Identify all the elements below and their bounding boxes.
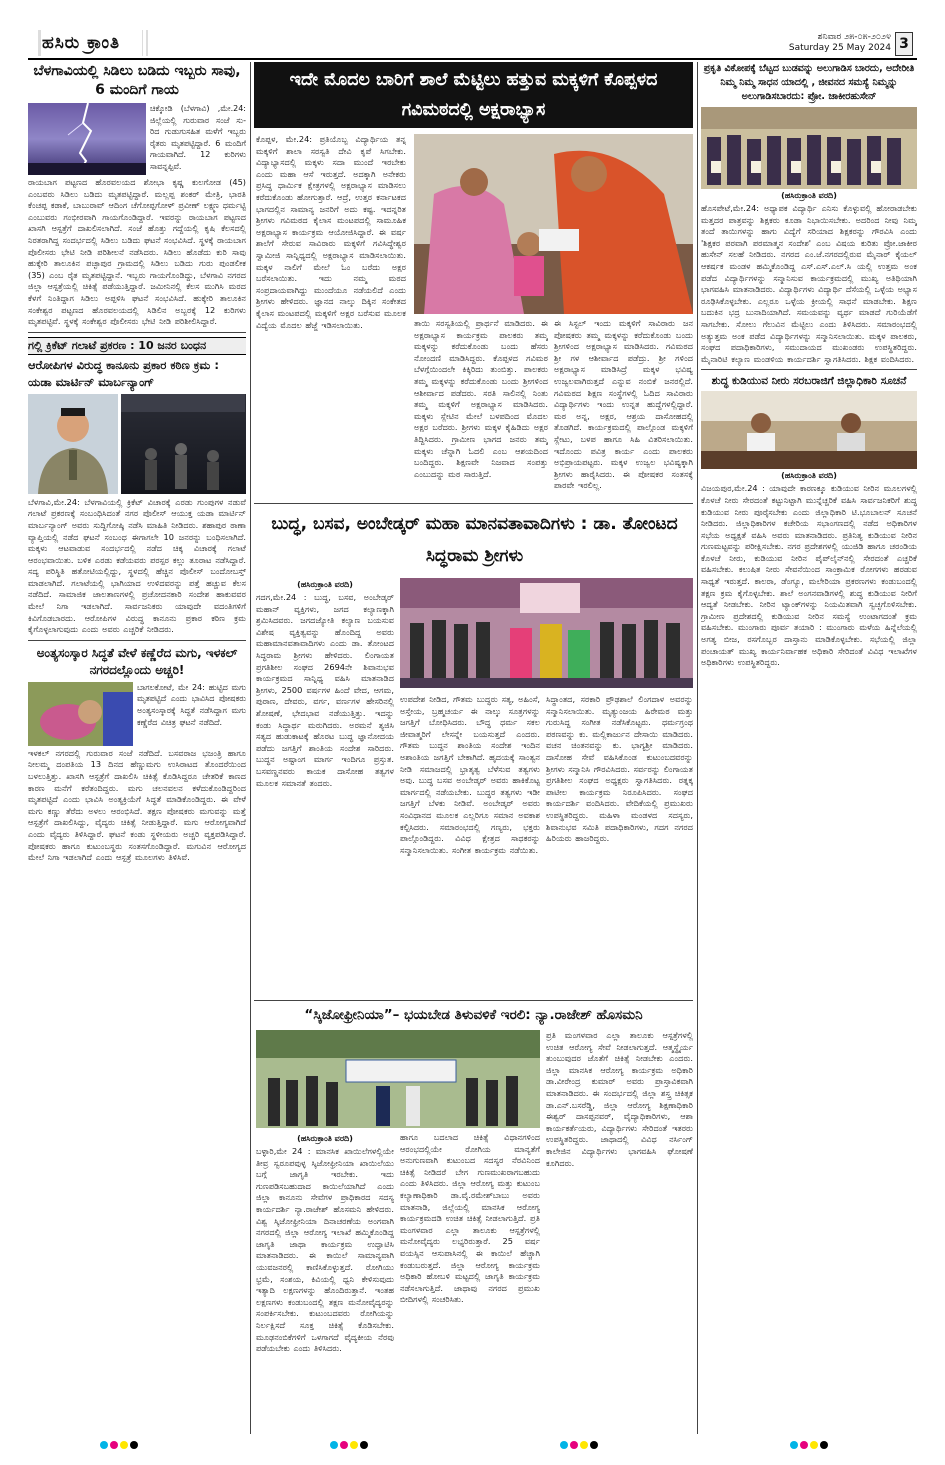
reg-yellow-dot <box>120 1441 128 1449</box>
schizophrenia-column-1 <box>256 1132 394 1434</box>
schizophrenia-body-2: ಹಾಗೂ ಬದಲಾದ ಚಿಕಿತ್ಸೆ ವಿಧಾನಗಳಿಂದ ಆರಂಭದಲ್ಲಿಯೇ ರೋಗಿಯ ಮಾನ್ಯತೆಗೆ ಅನುಗುಣವಾಗಿ ಕುಟುಂಬದ ಸದಸ್ಯರ ನೆರವಿನಿಂದ ಚಿಕಿತ್ಸೆ ನೀಡಿದರೆ ಬೇಗ ಗುಣಮುಖರಾಗಬಹುದು ಎಂದು ತಿಳಿಸಿದರು. ಜಿಲ್ಲಾ ಆರೋಗ್ಯ ಮತ್ತು ಕುಟುಂಬ ಕಲ್ಯಾಣಾಧಿಕಾರಿ ಡಾ.ವೈ.ರಮೇಶ್‍ಬಾಬು ಅವರು ಮಾತನಾಡಿ, ಜಿಲ್ಲೆಯಲ್ಲಿ ಮಾನಸಿಕ ಆರೋಗ್ಯ ಕಾರ್ಯಕ್ರಮದಡಿ ಉಚಿತ ಚಿಕಿತ್ಸೆ ನೀಡಲಾಗುತ್ತಿದೆ. ಪ್ರತಿ ಮಂಗಳವಾರ ಎಲ್ಲಾ ತಾಲೂಕು ಆಸ್ಪತ್ರೆಗಳಲ್ಲಿ ಮನೋವೈದ್ಯರು ಲಭ್ಯರಿರುತ್ತಾರೆ. 25 ವರ್ಷ ವಯಸ್ಸಿನ ಆಸುಪಾಸಿನಲ್ಲಿ ಈ ಕಾಯಿಲೆ ಹೆಚ್ಚಾಗಿ ಕಂಡುಬರುತ್ತದೆ. ಜಿಲ್ಲಾ ಆರೋಗ್ಯ ಕಾರ್ಯಕ್ರಮ ಅಧಿಕಾರಿ ಹೋಬಳಿ ಮಟ್ಟದಲ್ಲಿ ಜಾಗೃತಿ ಕಾರ್ಯಕ್ರಮ ನಡೆಸಲಾಗುತ್ತಿದೆ. ಜಾಥಾವು ನಗರದ ಪ್ರಮುಖ ಬೀದಿಗಳಲ್ಲಿ ಸಂಚರಿಸಿತು. <box>400 1132 540 1305</box>
students-credit: (ಹಸಿರುಕ್ರಾಂತಿ ವರದಿ) <box>781 191 837 200</box>
registration-mark <box>330 1441 370 1451</box>
story-water-body: ವಿಜಯಪುರ,ಮೇ.24 : ಯಾವುದೇ ಕಾರಣಕ್ಕೂ ಕುಡಿಯುವ ನೀರಿನ ಮೂಲಗಳಲ್ಲಿ ಕೊಳಚೆ ನೀರು ಸೇರದಂತೆ ಕಟ್ಟುನಿಟ್ಟಾಗಿ ಮುನ್ನೆಚ್ಚರಿಕೆ ವಹಿಸಿ ಸಾರ್ವಜನಿಕರಿಗೆ ಶುದ್ಧ ಕುಡಿಯುವ ನೀರು ಪೂರೈಸಬೇಕು ಎಂದು ಜಿಲ್ಲಾಧಿಕಾರಿ ಟಿ.ಭೂಬಾಲನ್ ಸೂಚನೆ ನೀಡಿದರು. ಜಿಲ್ಲಾಧಿಕಾರಿಗಳ ಕಚೇರಿಯ ಸಭಾಂಗಣದಲ್ಲಿ ನಡೆದ ಅಧಿಕಾರಿಗಳ ಸಭೆಯ ಅಧ್ಯಕ್ಷತೆ ವಹಿಸಿ ಅವರು ಮಾತನಾಡಿದರು. ಪ್ರತಿನಿತ್ಯ ಕುಡಿಯುವ ನೀರಿನ ಗುಣಮಟ್ಟವನ್ನು ಪರೀಕ್ಷಿಸಬೇಕು. ನಗರ ಪ್ರದೇಶಗಳಲ್ಲಿ ಯುಜಿಡಿ ಹಾಗೂ ಚರಂಡಿಯ ಕೊಳಚೆ ನೀರು, ಕುಡಿಯುವ ನೀರಿನ ಪೈಪ್‍ಲೈನ್‍ನಲ್ಲಿ ಸೇರದಂತೆ ಎಚ್ಚರಿಕೆ ವಹಿಸಬೇಕು. ಕಲುಷಿತ ನೀರು ಸೇವನೆಯಿಂದ ಸಾಂಕ್ರಾಮಿಕ ರೋಗಗಳು ಹರಡುವ ಸಾಧ್ಯತೆ ಇರುತ್ತದೆ. ಕಾಲರಾ, ಡೆಂಗ್ಯೂ, ಮಲೇರಿಯಾ ಪ್ರಕರಣಗಳು ಕಂಡುಬಂದಲ್ಲಿ ತಕ್ಷಣ ಕ್ರಮ ಕೈಗೊಳ್ಳಬೇಕು. ಶಾಲೆ ಅಂಗನವಾಡಿಗಳಲ್ಲಿ ಶುದ್ಧ ಕುಡಿಯುವ ನೀರಿಗೆ ಆದ್ಯತೆ ನೀಡಬೇಕು. ನೀರಿನ ಟ್ಯಾಂಕ್‍ಗಳನ್ನು ನಿಯಮಿತವಾಗಿ ಸ್ವಚ್ಛಗೊಳಿಸಬೇಕು. ಗ್ರಾಮೀಣ ಪ್ರದೇಶದಲ್ಲಿ ಕುಡಿಯುವ ನೀರಿನ ಸಮಸ್ಯೆ ಉಂಟಾಗದಂತೆ ಕ್ರಮ ವಹಿಸಬೇಕು. ಮುಂಗಾರು ಪೂರ್ವ ತಯಾರಿ : ಮುಂಗಾರು ಮಳೆಯ ಹಿನ್ನೆಲೆಯಲ್ಲಿ ಅಗತ್ಯ ಬೀಜ, ರಸಗೊಬ್ಬರ ದಾಸ್ತಾನು ಮಾಡಿಕೊಳ್ಳಬೇಕು. ಸಭೆಯಲ್ಲಿ ಜಿಲ್ಲಾ ಪಂಚಾಯತ್ ಮುಖ್ಯ ಕಾರ್ಯನಿರ್ವಾಹಕ ಅಧಿಕಾರಿ ಸೇರಿದಂತೆ ವಿವಿಧ ಇಲಾಖೆಗಳ ಅಧಿಕಾರಿಗಳು ಉಪಸ್ಥಿತರಿದ್ದರು. <box>701 483 917 668</box>
lightning-bolt-icon <box>28 103 146 175</box>
reg-yellow-dot <box>580 1441 588 1449</box>
schizophrenia-rally-photo <box>256 1030 540 1128</box>
story-baby-headline: ಅಂತ್ಯಸಂಸ್ಕಾರ ಸಿದ್ಧತೆ ವೇಳೆ ಕಣ್ಣೆರೆದ ಮಗು, ಇಳಕಲ್ ನಗರದಲ್ಲೊಂದು ಅಚ್ಚರಿ! <box>36 645 238 677</box>
baby-photo <box>28 682 133 746</box>
reg-magenta-dot <box>340 1441 348 1449</box>
reg-cyan-dot <box>790 1441 798 1449</box>
right-column <box>701 62 917 1434</box>
reg-magenta-dot <box>110 1441 118 1449</box>
buddha-body-2: ಉಪದೇಶ ನೀಡಿದ, ಗೌತಮ ಬುದ್ಧರು ಸತ್ಯ, ಅಹಿಂಸೆ, ಅಸ್ತೇಯ, ಬ್ರಹ್ಮಚರ್ಯ ಈ ನಾಲ್ಕು ಸೂತ್ರಗಳನ್ನು ಜಗತ್ತಿಗೆ ಬೋಧಿಸಿದರು. ಬೌದ್ಧ ಧರ್ಮ ಸಕಲ ಜೀವಾತ್ಮರಿಗೆ ಲೇಸನ್ನೇ ಬಯಸುತ್ತದೆ ಎಂದರು. ಗೌತಮ ಬುದ್ಧನ ಶಾಂತಿಯ ಸಂದೇಶ ಇಂದಿನ ಅಶಾಂತಿಯ ಜಗತ್ತಿಗೆ ಬೇಕಾಗಿದೆ. ಹೃದಯಕ್ಕೆ ಸಾಂತ್ವನ ನೀಡಿ ಸಮಾಜದಲ್ಲಿ ಭ್ರಾತೃತ್ವ ಬೆಳೆಸುವ ತತ್ವಗಳು ಅವು. ಬುದ್ಧ ಬಸವ ಅಂಬೇಡ್ಕರ್ ಅವರು ಹಾಕಿಕೊಟ್ಟ ಮಾರ್ಗದಲ್ಲಿ ನಡೆಯಬೇಕು. ಬುದ್ಧರ ತತ್ವಗಳು ಇಡೀ ಜಗತ್ತಿಗೆ ಬೆಳಕು ನೀಡಿವೆ. ಅಂಬೇಡ್ಕರ್ ಅವರು ಸಂವಿಧಾನದ ಮೂಲಕ ಎಲ್ಲರಿಗೂ ಸಮಾನ ಅವಕಾಶ ಕಲ್ಪಿಸಿದರು. ಸಮಾರಂಭದಲ್ಲಿ ಗಣ್ಯರು, ಭಕ್ತರು ಪಾಲ್ಗೊಂಡಿದ್ದರು. ವಿವಿಧ ಕ್ಷೇತ್ರದ ಸಾಧಕರನ್ನು ಸನ್ಮಾನಿಸಲಾಯಿತು. ಸಂಗೀತ ಕಾರ್ಯಕ್ರಮ ನಡೆಯಿತು. <box>400 694 540 855</box>
person-portrait-icon <box>28 394 118 494</box>
top-banner-headline: ಇದೇ ಮೊದಲ ಬಾರಿಗೆ ಶಾಲೆ ಮೆಟ್ಟಿಲು ಹತ್ತುವ ಮಕ್ಕಳಿಗೆ ಕೊಪ್ಪಳದ ಗವಿಮಠದಲ್ಲಿ ಅಕ್ಷರಾಭ್ಯಾಸ <box>254 62 693 128</box>
schizophrenia-column-3 <box>546 1030 693 1434</box>
awareness-rally-icon <box>256 1030 540 1128</box>
registration-mark <box>790 1441 830 1451</box>
officials-meeting-photo <box>701 391 917 469</box>
buddha-body-3: ಸಿದ್ಧಾಂತದ, ಸರಕಾರಿ ಪ್ರೌಢಶಾಲೆ ಲಿಂಗದಾಳ ಅವರನ್ನು ಸನ್ಮಾನಿಸಲಾಯಿತು. ಮೃತ್ಯುಂಜಯ ಹಿರೇಮಠ ಮತ್ತು ಗುರುಸಿದ್ದ ಸಂಗೀತ ನಡೆಸಿಕೊಟ್ಟರು. ಧರ್ಮಗ್ರಂಥ ಪಠಣವನ್ನು ಕು. ಮಲ್ಲಿಕಾರ್ಜುನ ದೇಸಾಯಿ ಮಾಡಿದರು. ವಚನ ಚಿಂತನವನ್ನು ಕು. ಭಾಗ್ಯಶ್ರೀ ಮಾಡಿದರು. ದಾಸೋಹ ಸೇವೆ ವಹಿಸಿಕೊಂಡ ಕುಟುಂಬದವರನ್ನು ಶ್ರೀಗಳು ಸನ್ಮಾನಿಸಿ ಗೌರವಿಸಿದರು. ಸರ್ವರನ್ನು ಲಿಂಗಾಯತ ಪ್ರಗತಿಶೀಲ ಸಂಘದ ಅಧ್ಯಕ್ಷರು ಸ್ವಾಗತಿಸಿದರು. ರತ್ನಕ್ಕ ಪಾಟೀಲ ಕಾರ್ಯಕ್ರಮ ನಿರೂಪಿಸಿದರು. ಸಂಘದ ಕಾರ್ಯದರ್ಶಿ ವಂದಿಸಿದರು. ವೇದಿಕೆಯಲ್ಲಿ ಪ್ರಮುಖರು ಉಪಸ್ಥಿತರಿದ್ದರು. ಮಹಿಳಾ ಮಂಡಳದ ಸದಸ್ಯರು, ಶಿವಾನುಭವ ಸಮಿತಿ ಪದಾಧಿಕಾರಿಗಳು, ಗದಗ ನಗರದ ಹಿರಿಯರು ಹಾಜರಿದ್ದರು. <box>546 694 693 844</box>
reg-magenta-dot <box>800 1441 808 1449</box>
masthead-date <box>789 32 891 54</box>
page-number: 3 <box>895 32 913 56</box>
masthead <box>28 30 917 60</box>
buddha-column-3 <box>546 694 693 996</box>
reg-cyan-dot <box>330 1441 338 1449</box>
reg-black-dot <box>590 1441 598 1449</box>
story-divider <box>254 503 693 504</box>
story-cricket-body: ಬೆಳಗಾವಿ,ಮೇ.24: ಬೆಳಗಾವಿಯಲ್ಲಿ ಕ್ರಿಕೆಟ್ ವಿಚಾರಕ್ಕೆ ಎರಡು ಗುಂಪುಗಳ ನಡುವೆ ಗಲಾಟೆ ಪ್ರಕರಣಕ್ಕೆ ಸಂಬಂಧಿಸಿದಂತೆ ನಗರ ಪೊಲೀಸ್ ಆಯುಕ್ತ ಯಡಾ ಮಾರ್ಟಿನ್ ಮಾರ್ಬನ್ಯಾಂಗ್ ಅವರು ಸುದ್ದಿಗೋಷ್ಠಿ ನಡೆಸಿ ಮಾಹಿತಿ ನೀಡಿದರು. ಶಹಾಪುರ ಠಾಣಾ ವ್ಯಾಪ್ತಿಯಲ್ಲಿ ನಡೆದ ಘಟನೆ ಸಂಬಂಧ ಈಗಾಗಲೇ 10 ಜನರನ್ನು ಬಂಧಿಸಲಾಗಿದೆ. ಮಕ್ಕಳು ಆಟವಾಡುವ ಸಂದರ್ಭದಲ್ಲಿ ನಡೆದ ಚಿಕ್ಕ ವಿಚಾರಕ್ಕೆ ಗಲಾಟೆ ಆರಂಭವಾಯಿತು. ಬಳಿಕ ಎರಡು ಕಡೆಯವರು ಪರಸ್ಪರ ಕಲ್ಲು ತೂರಾಟ ನಡೆಸಿದ್ದಾರೆ. ಸದ್ಯ ಪರಿಸ್ಥಿತಿ ಹತೋಟಿಯಲ್ಲಿದ್ದು, ಸ್ಥಳದಲ್ಲಿ ಹೆಚ್ಚಿನ ಪೊಲೀಸ್ ಬಂದೋಬಸ್ತ್ ಮಾಡಲಾಗಿದೆ. ಗಲಾಟೆಯಲ್ಲಿ ಭಾಗಿಯಾದ ಉಳಿದವರನ್ನು ಪತ್ತೆ ಹಚ್ಚುವ ಕೆಲಸ ನಡೆದಿದೆ. ಸಾಮಾಜಿಕ ಜಾಲತಾಣಗಳಲ್ಲಿ ಪ್ರಚೋದನಕಾರಿ ಸಂದೇಶ ಹಾಕುವವರ ಮೇಲೆ ನಿಗಾ ಇಡಲಾಗಿದೆ. ಸಾರ್ವಜನಿಕರು ಯಾವುದೇ ವದಂತಿಗಳಿಗೆ ಕಿವಿಗೊಡಬಾರದು. ಆರೋಪಿಗಳ ವಿರುದ್ಧ ಕಾನೂನು ಪ್ರಕಾರ ಕಠಿಣ ಕ್ರಮ ಕೈಗೊಳ್ಳಲಾಗುವುದು ಎಂದು ಅವರು ಎಚ್ಚರಿಕೆ ನೀಡಿದರು. <box>28 496 246 635</box>
buddha-basava-headline: ಬುದ್ಧ, ಬಸವ, ಅಂಬೇಡ್ಕರ್ ಮಹಾ ಮಾನವತಾವಾದಿಗಳು : ಡಾ. ತೋಂಟದ ಸಿದ್ಧರಾಮ ಶ್ರೀಗಳು <box>271 514 678 566</box>
reg-yellow-dot <box>350 1441 358 1449</box>
reg-black-dot <box>820 1441 828 1449</box>
swamiji-child-ceremony-icon <box>414 134 693 314</box>
column-divider <box>250 62 251 1434</box>
meeting-table-icon <box>701 391 917 469</box>
left-column <box>28 62 246 1434</box>
story-divider <box>254 1000 693 1001</box>
story-divider <box>701 369 917 370</box>
crowd-icon <box>121 394 245 494</box>
reg-black-dot <box>360 1441 368 1449</box>
story-divider <box>28 640 246 641</box>
reg-yellow-dot <box>810 1441 818 1449</box>
reg-cyan-dot <box>560 1441 568 1449</box>
akshara-body-1: ಕೊಪ್ಪಳ, ಮೇ.24: ಪ್ರತಿಯೊಬ್ಬ ವಿದ್ಯಾರ್ಥಿಯ ತನ್ನ ಮಕ್ಕಳಿಗೆ ಶಾಲಾ ಸರಸ್ವತಿ ದೇವಿ ಕೃಪೆ ಸಿಗಬೇಕು. ವಿದ್ಯಾಭ್ಯಾಸದಲ್ಲಿ ಮಕ್ಕಳು ಸದಾ ಮುಂದೆ ಇರಬೇಕು ಎಂದು ಮಹಾ ಆಸೆ ಇರುತ್ತದೆ. ಅದಕ್ಕಾಗಿ ಅನೇಕರು ಪ್ರಸಿದ್ಧ ಧಾರ್ಮಿಕ ಕ್ಷೇತ್ರಗಳಲ್ಲಿ ಅಕ್ಷರಾಭ್ಯಾಸ ಮಾಡಿಸಲು ಕರೆದುಕೊಂಡು ಹೋಗುತ್ತಾರೆ. ಆದ್ರೆ, ಉತ್ತರ ಕರ್ನಾಟಕದ ಭಾಗದಲ್ಲಿನ ಸಾಮಾನ್ಯ ಜನರಿಗೆ ಅದು ಕಷ್ಟ. ಇದನ್ನರಿತ ಶ್ರೀಗಳು ಗವಿಮಠದ ಕೈಲಾಸ ಮಂಟಪದಲ್ಲಿ ಸಾಮೂಹಿಕ ಅಕ್ಷರಾಭ್ಯಾಸ ಕಾರ್ಯಕ್ರಮ ಆಯೋಜಿಸಿದ್ದಾರೆ. ಈ ವರ್ಷ ಶಾಲೆಗೆ ಸೇರುವ ಸಾವಿರಾರು ಮಕ್ಕಳಿಗೆ ಗವಿಸಿದ್ಧೇಶ್ವರ ಸ್ವಾಮೀಜಿ ಸಾನ್ನಿಧ್ಯದಲ್ಲಿ ಅಕ್ಷರಾಭ್ಯಾಸ ಮಾಡಿಸಲಾಯಿತು. ಮಕ್ಕಳ ನಾಲಿಗೆ ಮೇಲೆ ಓಂ ಬರೆದು ಅಕ್ಷರ ಬರೆಸಲಾಯಿತು. ಇದು ನಮ್ಮ ಮಠದ ಸಂಪ್ರದಾಯವಾಗಿದ್ದು ಮುಂದೆಯೂ ನಡೆಯಲಿದೆ ಎಂದು ಶ್ರೀಗಳು ಹೇಳಿದರು. ಜ್ಞಾನದ ನಾಲ್ಕು ದಿಕ್ಕಿನ ಸಂಕೇತದ ಕೈಲಾಸ ಮಂಟಪದಲ್ಲಿ ಮಕ್ಕಳಿಗೆ ಅಕ್ಷರ ಬರೆಸುವ ಮೂಲಕ ವಿದ್ಯೆಯ ಮೊದಲ ಹೆಜ್ಜೆ ಇಡಿಸಲಾಯಿತು. <box>256 134 406 330</box>
schizophrenia-credit: (ಹಸಿರುಕ್ರಾಂತಿ ವರದಿ) <box>297 1134 353 1143</box>
story-divider <box>28 332 246 333</box>
schizophrenia-column-2 <box>400 1132 540 1434</box>
street-crowd-photo <box>121 394 246 494</box>
buddha-column-1 <box>256 578 394 996</box>
registration-mark <box>560 1441 600 1451</box>
water-credit: (ಹಸಿರುಕ್ರಾಂತಿ ವರದಿ) <box>781 471 837 481</box>
reg-magenta-dot <box>570 1441 578 1449</box>
police-commissioner-photo <box>28 394 118 494</box>
buddha-column-2 <box>400 694 540 996</box>
masthead-date-english: Saturday 25 May 2024 <box>788 43 891 53</box>
students-award-photo <box>701 107 917 189</box>
story-cricket-headline: ಆರೋಪಿಗಳ ವಿರುದ್ಧ ಕಾನೂನು ಪ್ರಕಾರ ಕಠಿಣ ಕ್ರಮ : ಯಡಾ ಮಾರ್ಟಿನ್ ಮಾರ್ಬನ್ಯಾಂಗ್ <box>28 357 219 389</box>
masthead-date-kannada: ಶನಿವಾರ ೨೫-೦೫-೨೦೨೪ <box>817 32 891 42</box>
akshara-column-2 <box>414 318 548 500</box>
story-students-body: ಹೊಸಪೇಟೆ,ಮೇ.24: ಅಧ್ಯಾಪಕ ವಿದ್ಯಾರ್ಥಿ ಎನಿಸು ಕೊಳ್ಳುವಲ್ಲಿ ಹೋರಾಡಬೇಕು ಮತ್ತದರ ಪಾತ್ರವನ್ನು ಶಿಕ್ಷಕರು ಕೂಡಾ ನಿಭಾಯಿಸಬೇಕು. ಅದರಿಂದ ನೀವು ನಿಮ್ಮ ತಂದೆ ತಾಯಿಗಳನ್ನು ಹಾಗು ವಿದ್ಯೆಗೆ ಸರಿಯಾದ ಶಿಕ್ಷಕರನ್ನು ಗೌರವಿಸಿ ಎಂದು 'ಶಿಕ್ಷಕರ ಪರವಾಗಿ ಪರಮಾತ್ಮನ ಸಂದೇಶ' ಎಂಬ ವಿಷಯ ಕುರಿತು ಪ್ರೋ.ಜಾಕೀರ ಹುಸೇನ್ ಸಲಹೆ ನೀಡಿದರು. ನಗರದ ಎಂ.ಜೆ.ನಗರದಲ್ಲಿರುವ ಮೈನಾರ್ ಕೈಯಲ್ ಆಕರ್ಷಕ ಮಂಡಳ ಹಮ್ಮಿಕೊಂಡಿದ್ದ ಎಸ್.ಎಸ್.ಎಲ್.ಸಿ ಯಲ್ಲಿ ಉತ್ತಮ ಅಂಕ ಪಡೆದ ವಿದ್ಯಾರ್ಥಿಗಳನ್ನು ಸನ್ಮಾನಿಸುವ ಕಾರ್ಯಕ್ರಮದಲ್ಲಿ ಮುಖ್ಯ ಅತಿಥಿಯಾಗಿ ಭಾಗವಹಿಸಿ ಮಾತನಾಡಿದರು. ವಿದ್ಯಾರ್ಥಿಗಳು ವಿದ್ಯಾರ್ಥಿ ದೆಸೆಯಲ್ಲಿ ಒಳ್ಳೆಯ ಅಭ್ಯಾಸ ರೂಢಿಸಿಕೊಳ್ಳಬೇಕು. ಎಲ್ಲರೂ ಒಳ್ಳೆಯ ಕ್ರೀಯಲ್ಲಿ ಸಾಧನೆ ಮಾಡಬೇಕು. ಶಿಕ್ಷಣ ಬದುಕಿನ ಭದ್ರ ಬುನಾದಿಯಾಗಿದೆ. ಸಮಯವನ್ನು ವ್ಯರ್ಥ ಮಾಡದೆ ಗುರಿಯೆಡೆಗೆ ಸಾಗಬೇಕು. ಸೋಲು ಗೆಲುವಿನ ಮೆಟ್ಟಿಲು ಎಂದು ತಿಳಿಸಿದರು. ಸಮಾರಂಭದಲ್ಲಿ ಅತ್ಯುತ್ತಮ ಅಂಕ ಪಡೆದ ವಿದ್ಯಾರ್ಥಿಗಳನ್ನು ಸನ್ಮಾನಿಸಲಾಯಿತು. ಮಕ್ಕಳ ಪಾಲಕರು, ಸಂಘದ ಪದಾಧಿಕಾರಿಗಳು, ಸಮುದಾಯದ ಮುಖಂಡರು ಉಪಸ್ಥಿತರಿದ್ದರು. ಮೈನಾರಿಟಿ ಕಲ್ಯಾಣ ಮಂಡಳಿಯ ಕಾರ್ಯದರ್ಶಿ ಸ್ವಾಗತಿಸಿದರು. ಶಿಕ್ಷಕ ವಂದಿಸಿದರು. <box>701 203 917 364</box>
story-students-headline: ಪ್ರಕೃತಿ ವಿಕೋಪಕ್ಕೆ ಬೆಟ್ಟದ ಬುಡವನ್ನು ಅಲುಗಾಡಿಸ ಬಾರದು, ಅದೇರೀತಿ ನಿಮ್ಮ ನಿಮ್ಮ ಸಾಧನ ಯಾದಲ್ಲಿ , ಜೀವನದ ಸಮಸ್ಯೆ ನಿಮ್ಮನ್ನು ಅಲುಗಾಡಿಸಬಾರದು: ಪ್ರೋ. ಜಾಕೀರಹುಸೇನ್ <box>703 63 915 102</box>
schizophrenia-body-3: ಪ್ರತಿ ಮಂಗಳವಾರ ಎಲ್ಲಾ ತಾಲೂಕು ಆಸ್ಪತ್ರೆಗಳಲ್ಲಿ ಉಚಿತ ಆರೋಗ್ಯ ಸೇವೆ ನೀಡಲಾಗುತ್ತದೆ. ಆತ್ಮಸ್ಥೈರ್ಯ ತುಂಬುವುದರ ಜೊತೆಗೆ ಚಿಕಿತ್ಸೆ ನೀಡಬೇಕು ಎಂದರು. ಜಿಲ್ಲಾ ಮಾನಸಿಕ ಆರೋಗ್ಯ ಕಾರ್ಯಕ್ರಮ ಅಧಿಕಾರಿ ಡಾ.ವೀರೇಂದ್ರ ಕುಮಾರ್ ಅವರು ಪ್ರಾಸ್ತಾವಿಕವಾಗಿ ಮಾತನಾಡಿದರು. ಈ ಸಂದರ್ಭದಲ್ಲಿ ಜಿಲ್ಲಾ ಶಸ್ತ್ರ ಚಿಕಿತ್ಸಕ ಡಾ.ಎನ್.ಬಸರೆಡ್ಡಿ, ಜಿಲ್ಲಾ ಆರೋಗ್ಯ ಶಿಕ್ಷಣಾಧಿಕಾರಿ ಈಶ್ವರ್ ದಾಸಪ್ಪನವರ್, ವೈದ್ಯಾಧಿಕಾರಿಗಳು, ಆಶಾ ಕಾರ್ಯಕರ್ತೆಯರು, ವಿದ್ಯಾರ್ಥಿಗಳು ಸೇರಿದಂತೆ ಇತರರು ಉಪಸ್ಥಿತರಿದ್ದರು. ಜಾಥಾದಲ್ಲಿ ವಿವಿಧ ನರ್ಸಿಂಗ್ ಕಾಲೇಜಿನ ವಿದ್ಯಾರ್ಥಿಗಳು ಭಾಗವಹಿಸಿ ಘೋಷಣೆ ಕೂಗಿದರು. <box>546 1030 693 1168</box>
story-cricket-kicker: ಗಲ್ಲಿ ಕ್ರಿಕೆಟ್ ಗಲಾಟೆ ಪ್ರಕರಣ : 10 ಜನರ ಬಂಧನ <box>28 337 246 355</box>
story-baby-dateline: ಬಾಗಲಕೋಟೆ, ಮೇ 24: ಹುಟ್ಟಿದ ಮಗು ಮೃತಪಟ್ಟಿದೆ ಎಂದು ಭಾವಿಸಿದ ಪೋಷಕರು ಅಂತ್ಯಸಂಸ್ಕಾರಕ್ಕೆ ಸಿದ್ಧತೆ ನಡೆಸಿದ್ದಾಗ ಮಗು ಕಣ್ಣೆರೆದ ವಿಚಿತ್ರ ಘಟನೆ ನಡೆದಿದೆ. <box>137 682 246 727</box>
reg-cyan-dot <box>100 1441 108 1449</box>
reg-black-dot <box>130 1441 138 1449</box>
story-lightning-headline: ಬೆಳಗಾವಿಯಲ್ಲಿ ಸಿಡಿಲು ಬಡಿದು ಇಬ್ಬರು ಸಾವು, 6 ಮಂದಿಗೆ ಗಾಯ <box>33 63 241 98</box>
akshara-body-2: ತಾಯಿ ಸರಸ್ವತಿಯಲ್ಲಿ ಪ್ರಾರ್ಥನೆ ಮಾಡಿದರು. ಈ ಅಕ್ಷರಾಭ್ಯಾಸ ಕಾರ್ಯಕ್ರಮ ಪಾಲಕರು ತಮ್ಮ ಮಕ್ಕಳನ್ನು ಕರೆದುಕೊಂಡು ಬಂದು ಹೆಸರು ನೋಂದಣಿ ಮಾಡಿಸಿದ್ದರು. ಕೊಪ್ಪಳದ ಗವಿಮಠ ಬೆಳಗ್ಗೆಯಿಂದಲೇ ಕಿಕ್ಕಿರಿದು ತುಂಬಿತ್ತು. ಪಾಲಕರು ತಮ್ಮ ಮಕ್ಕಳನ್ನು ಕರೆದುಕೊಂಡು ಬಂದು ಶ್ರೀಗಳಿಂದ ಆಶೀರ್ವಾದ ಪಡೆದರು. ಸರತಿ ಸಾಲಿನಲ್ಲಿ ನಿಂತು ತಮ್ಮ ಮಕ್ಕಳಿಗೆ ಅಕ್ಷರಾಭ್ಯಾಸ ಮಾಡಿಸಿದರು. ಮಕ್ಕಳು ಸ್ಲೇಟಿನ ಮೇಲೆ ಬಳಪದಿಂದ ಮೊದಲ ಅಕ್ಷರ ಬರೆದರು. ಶ್ರೀಗಳು ಮಕ್ಕಳ ಕೈಹಿಡಿದು ಅಕ್ಷರ ತಿದ್ದಿಸಿದರು. ಗ್ರಾಮೀಣ ಭಾಗದ ಜನರು ತಮ್ಮ ಮಕ್ಕಳು ಚೆನ್ನಾಗಿ ಓದಲಿ ಎಂಬ ಆಶಯದಿಂದ ಬಂದಿದ್ದರು. ಶಿಕ್ಷಣವೇ ನಿಜವಾದ ಸಂಪತ್ತು ಎಂಬುದನ್ನು ಮಠ ಸಾರುತ್ತಿದೆ. <box>414 318 548 479</box>
buddha-body-1: ಗದಗ,ಮೇ.24 : ಬುದ್ಧ, ಬಸವ, ಅಂಬೇಡ್ಕರ್ ಮಹಾನ್ ವ್ಯಕ್ತಿಗಳು, ಜಗದ ಕಲ್ಯಾಣಕ್ಕಾಗಿ ಶ್ರಮಿಸಿದವರು. ಜಗದಜ್ಯೋತಿ ಕಲ್ಯಾಣ ಬಯಸುವ ವಿಶೇಷ ವ್ಯಕ್ತಿತ್ವವನ್ನು ಹೊಂದಿದ್ದ ಅವರು ಮಹಾಮಾನವತಾವಾದಿಗಳು ಎಂದು ಡಾ. ತೋಂಟದ ಸಿದ್ಧರಾಮ ಶ್ರೀಗಳು ಹೇಳಿದರು. ಲಿಂಗಾಯತ ಪ್ರಗತಿಶೀಲ ಸಂಘದ 2694ನೇ ಶಿವಾನುಭವ ಕಾರ್ಯಕ್ರಮದ ಸಾನ್ನಿಧ್ಯ ವಹಿಸಿ ಮಾತನಾಡಿದ ಶ್ರೀಗಳು, 2500 ವರ್ಷಗಳ ಹಿಂದೆ ವೇದ, ಆಗಮ, ಪುರಾಣ, ದೇವರು, ವರ್ಗ, ವರ್ಣಗಳ ಹೇಸರಿನಲ್ಲಿ ಶೋಷಣೆ, ಭೇದಭಾವ ನಡೆಯುತ್ತಿತ್ತು. ಇದನ್ನು ಕಂಡು ಸಿದ್ಧಾರ್ಥ ಮರುಗಿದರು. ಅರಮನೆ ತ್ಯಜಿಸಿ ಸತ್ಯದ ಹುಡುಕಾಟಕ್ಕೆ ಹೊರಟ ಬುದ್ಧ ಜ್ಞಾನೋದಯ ಪಡೆದು ಜಗತ್ತಿಗೆ ಶಾಂತಿಯ ಸಂದೇಶ ಸಾರಿದರು. ಬುದ್ಧನ ಅಷ್ಟಾಂಗ ಮಾರ್ಗ ಇಂದಿಗೂ ಪ್ರಸ್ತುತ. ಬಸವಣ್ಣನವರು ಕಾಯಕ ದಾಸೋಹ ತತ್ವಗಳ ಮೂಲಕ ಸಮಾನತೆ ತಂದರು. <box>256 592 394 788</box>
lightning-photo <box>28 103 146 175</box>
stage-felicitation-icon <box>400 578 693 688</box>
akshara-column-1 <box>256 134 406 500</box>
baby-icon <box>28 682 133 746</box>
buddha-event-photo <box>400 578 693 688</box>
column-divider <box>697 62 698 1434</box>
akshara-column-3 <box>554 318 693 500</box>
schizophrenia-headline: “ಸ್ಕಿಜೋಫ್ರೀನಿಯಾ”– ಭಯಬೇಡ ತಿಳುವಳಿಕೆ ಇರಲಿ: ನ್ಯಾ.ರಾಜೇಶ್ ಹೊಸಮನಿ <box>304 1007 643 1023</box>
buddha-credit: (ಹಸಿರುಕ್ರಾಂತಿ ವರದಿ) <box>297 580 353 589</box>
schizophrenia-body-1: ಬಳ್ಳಾರಿ,ಮೇ 24 : ಮಾನಸಿಕ ಖಾಯಿಲೆಗಳಲ್ಲಿಯೇ ತೀವ್ರ ಸ್ವರೂಪವುಳ್ಳ ಸ್ಕಿಜೋಫ್ರೀನಿಯಾ ಖಾಯಿಲೆಯು ಬಗ್ಗೆ ಜಾಗೃತಿ ಇರಬೇಕು. ಇದು ಗುಣಪಡಿಸಬಹುದಾದ ಕಾಯಿಲೆಯಾಗಿದೆ ಎಂದು ಜಿಲ್ಲಾ ಕಾನೂನು ಸೇವೆಗಳ ಪ್ರಾಧಿಕಾರದ ಸದಸ್ಯ ಕಾರ್ಯದರ್ಶಿ ನ್ಯಾ.ರಾಜೇಶ್ ಹೊಸಮನಿ ಹೇಳಿದರು. ವಿಶ್ವ ಸ್ಕಿಜೋಫ್ರೀನಿಯಾ ದಿನಾಚರಣೆಯ ಅಂಗವಾಗಿ ನಗರದಲ್ಲಿ ಜಿಲ್ಲಾ ಆರೋಗ್ಯ ಇಲಾಖೆ ಹಮ್ಮಿಕೊಂಡಿದ್ದ ಜಾಗೃತಿ ಜಾಥಾ ಕಾರ್ಯಕ್ರಮ ಉದ್ಘಾಟಿಸಿ ಮಾತನಾಡಿದರು. ಈ ಕಾಯಿಲೆ ಸಾಮಾನ್ಯವಾಗಿ ಯುವಜನರಲ್ಲಿ ಕಾಣಿಸಿಕೊಳ್ಳುತ್ತದೆ. ರೋಗಿಯು ಭ್ರಮೆ, ಸಂಶಯ, ಕಿವಿಯಲ್ಲಿ ಧ್ವನಿ ಕೇಳಿಸುವುದು ಇತ್ಯಾದಿ ಲಕ್ಷಣಗಳನ್ನು ಹೊಂದಿರುತ್ತಾನೆ. ಇಂತಹ ಲಕ್ಷಣಗಳು ಕಂಡುಬಂದಲ್ಲಿ ತಕ್ಷಣ ಮನೋವೈದ್ಯರನ್ನು ಸಂಪರ್ಕಿಸಬೇಕು. ಕುಟುಂಬದವರು ರೋಗಿಯನ್ನು ನಿರ್ಲಕ್ಷಿಸದೆ ಸೂಕ್ತ ಚಿಕಿತ್ಸೆ ಕೊಡಿಸಬೇಕು. ಮೂಢನಂಬಿಕೆಗಳಿಗೆ ಒಳಗಾಗದೆ ವೈದ್ಯಕೀಯ ನೆರವು ಪಡೆಯಬೇಕು ಎಂದು ತಿಳಿಸಿದರು. <box>256 1146 394 1354</box>
story-lightning-dateline: ಚಿಕ್ಕೋಡಿ (ಬೆಳಗಾವಿ) ,ಮೇ.24: ಜಿಲ್ಲೆಯಲ್ಲಿ ಗುರುವಾರ ಸಂಜೆ ಸು- ರಿದ ಗುಡುಗುಸಹಿತ ಮಳೆಗೆ ಇಬ್ಬರು ರೈತರು ಮೃತಪಟ್ಟಿದ್ದಾರೆ. 6 ಮಂದಿಗೆ ಗಾಯವಾಗಿದೆ. 12 ಕುರಿಗಳು ಸಾವನ್ನಪ್ಪಿವೆ. <box>150 104 246 171</box>
registration-mark <box>100 1441 140 1451</box>
masthead-logo: ಹಸಿರು ಕ್ರಾಂತಿ <box>42 30 142 56</box>
story-lightning-body: ರಾಯಬಾಗ ಪಟ್ಟಣದ ಹೊರವಲಯದ ಶೋಭಾ ಕೃಷ್ಣ ಕುಲಗೋಡ (45) ಎಂಬವರು ಸಿಡಿಲು ಬಡಿದು ಮೃತಪಟ್ಟಿದ್ದಾರೆ. ಮಲ್ಲಪ್ಪ ಶಂಕರ್ ಮೇತ್ರಿ, ಭಾರತಿ ಕೆಂಚಪ್ಪ ಕಡಾಕೆ, ಬಾಬುರಾವ್ ಆದಿಂಗ ಚೆಗೋಪ್ಪಗೋಳ್ ಪ್ರವೀಣ್ ಲಕ್ಷ್ಮಣ ಧರ್ಮಟ್ಟಿ ಎಂಬುವರು ಗಂಭೀರವಾಗಿ ಗಾಯಗೊಂಡಿದ್ದಾರೆ. ಇವರನ್ನು ರಾಯಬಾಗ ಪಟ್ಟಣದ ಖಾಸಗಿ ಆಸ್ಪತ್ರೆಗೆ ದಾಖಲಿಸಲಾಗಿದೆ. ಸಂಜೆ ಹೊತ್ತು ಗದ್ದೆಯಲ್ಲಿ ಕೃಷಿ ಕೆಲಸದಲ್ಲಿ ನಿರತರಾಗಿದ್ದ ಸಂದರ್ಭದಲ್ಲಿ ಸಿಡಿಲು ಬಡಿದು ಘಟನೆ ಸಂಭವಿಸಿದೆ. ಸ್ಥಳಕ್ಕೆ ರಾಯಬಾಗ ಪೊಲೀಸರು ಭೇಟಿ ನೀಡಿ ಪರಿಶೀಲನೆ ನಡೆಸಿದರು. ಸಿಡಿಲು ಹೊಡೆದು ಕುರಿ ಸಾವು ಹುಕ್ಕೇರಿ ತಾಲೂಕಿನ ಪಚ್ಛಾಪುರ ಗ್ರಾಮದಲ್ಲಿ ಸಿಡಿಲು ಬಡಿದು ಗುರು ಪುಂಡಲೀಕ (35) ಎಂಬ ರೈತ ಮೃತಪಟ್ಟಿದ್ದಾನೆ. ಇಬ್ಬರು ಗಾಯಗೊಂಡಿದ್ದು, ಬೆಳಗಾವಿ ನಗರದ ಜಿಲ್ಲಾ ಆಸ್ಪತ್ರೆಯಲ್ಲಿ ಚಿಕಿತ್ಸೆ ಪಡೆಯುತ್ತಿದ್ದಾರೆ. ಜಮೀನಿನಲ್ಲಿ ಕೆಲಸ ಮುಗಿಸಿ ಮರದ ಕೆಳಗೆ ನಿಂತಿದ್ದಾಗ ಸಿಡಿಲು ಅಪ್ಪಳಿಸಿ ಘಟನೆ ಸಂಭವಿಸಿದೆ. ಹುಕ್ಕೇರಿ ತಾಲೂಕಿನ ಸಂಕೇಶ್ವರ ಪಟ್ಟಣದ ಹೊರವಲಯದಲ್ಲಿ ಸಿಡಿಲಿನ ಅಬ್ಬರಕ್ಕೆ 12 ಕುರಿಗಳು ಮೃತಪಟ್ಟಿವೆ. ಸ್ಥಳಕ್ಕೆ ಸಂಕೇಶ್ವರ ಪೊಲೀಸರು ಭೇಟಿ ನೀಡಿ ಪರಿಶೀಲಿಸಿದ್ದಾರೆ. <box>28 177 246 327</box>
students-group-icon <box>701 107 917 189</box>
akshara-body-3: ಈ ಸಿಸ್ಟಲ್ ಇಂದು ಮಕ್ಕಳಿಗೆ ಸಾವಿರಾರು ಜನ ಪೋಷಕರು ತಮ್ಮ ಮಕ್ಕಳನ್ನು ಕರೆದುಕೊಂಡು ಬಂದು ಶ್ರೀಗಳಿಂದ ಅಕ್ಷರಾಭ್ಯಾಸ ಮಾಡಿಸಿದರು. ಗವಿಮಠದ ಶ್ರೀ ಗಳ ಆಶೀರ್ವಾದ ಪಡೆದ್ರು. ಶ್ರೀ ಗಳಿಂದ ಅಕ್ಷರಾಭ್ಯಾಸ ಮಾಡಿಸಿದ್ರೆ ಮಕ್ಕಳ ಭವಿಷ್ಯ ಉಜ್ವಲವಾಗಿರುತ್ತದೆ ಎನ್ನುವ ನಂಬಿಕೆ ಜನರಲ್ಲಿದೆ. ಗವಿಮಠದ ಶಿಕ್ಷಣ ಸಂಸ್ಥೆಗಳಲ್ಲಿ ಓದಿದ ಸಾವಿರಾರು ವಿದ್ಯಾರ್ಥಿಗಳು ಇಂದು ಉನ್ನತ ಹುದ್ದೆಗಳಲ್ಲಿದ್ದಾರೆ. ಮಠ ಅನ್ನ, ಅಕ್ಷರ, ಆಶ್ರಯ ದಾಸೋಹದಲ್ಲಿ ತೊಡಗಿದೆ. ಕಾರ್ಯಕ್ರಮದಲ್ಲಿ ಪಾಲ್ಗೊಂಡ ಮಕ್ಕಳಿಗೆ ಸ್ಲೇಟು, ಬಳಪ ಹಾಗೂ ಸಿಹಿ ವಿತರಿಸಲಾಯಿತು. ಇದೊಂದು ಪವಿತ್ರ ಕಾರ್ಯ ಎಂದು ಪಾಲಕರು ಅಭಿಪ್ರಾಯಪಟ್ಟರು. ಮಕ್ಕಳ ಉಜ್ವಲ ಭವಿಷ್ಯಕ್ಕಾಗಿ ಶ್ರೀಗಳು ಹಾರೈಸಿದರು. ಈ ಪೋಷಕರ ಸಂತಸಕ್ಕೆ ಪಾರವೇ ಇರಲಿಲ್ಲ. <box>554 318 693 491</box>
story-water-headline: ಶುದ್ಧ ಕುಡಿಯುವ ನೀರು ಸರಬರಾಜಿಗೆ ಜಿಲ್ಲಾಧಿಕಾರಿ ಸೂಚನೆ <box>711 375 907 388</box>
story-baby-body: ಇಳಕಲ್ ನಗರದಲ್ಲಿ ಗುರುವಾರ ಸಂಜೆ ನಡೆದಿದೆ. ಬಸವರಾಜ ಭಜಂತ್ರಿ ಹಾಗೂ ನೀಲಮ್ಮ ದಂಪತಿಯ 13 ದಿನದ ಹೆಣ್ಣುಮಗು ಉಸಿರಾಟದ ತೊಂದರೆಯಿಂದ ಬಳಲುತ್ತಿತ್ತು. ಖಾಸಗಿ ಆಸ್ಪತ್ರೆಗೆ ದಾಖಲಿಸಿ ಚಿಕಿತ್ಸೆ ಕೊಡಿಸಿದ್ದರೂ ಚೇತರಿಕೆ ಕಾಣದ ಕಾರಣ ಮನೆಗೆ ಕರೆತಂದಿದ್ದರು. ಮಗು ಚಲನವಲನ ಕಳೆದುಕೊಂಡಿದ್ದರಿಂದ ಮೃತಪಟ್ಟಿದೆ ಎಂದು ಭಾವಿಸಿ ಅಂತ್ಯಕ್ರಿಯೆಗೆ ಸಿದ್ಧತೆ ಮಾಡಿಕೊಂಡಿದ್ದರು. ಈ ವೇಳೆ ಮಗು ಕಣ್ಣು ತೆರೆದು ಅಳಲು ಆರಂಭಿಸಿದೆ. ತಕ್ಷಣ ಪೋಷಕರು ಮಗುವನ್ನು ಮತ್ತೆ ಆಸ್ಪತ್ರೆಗೆ ದಾಖಲಿಸಿದ್ದು, ವೈದ್ಯರು ಚಿಕಿತ್ಸೆ ನೀಡುತ್ತಿದ್ದಾರೆ. ಮಗು ಆರೋಗ್ಯವಾಗಿದೆ ಎಂದು ವೈದ್ಯರು ತಿಳಿಸಿದ್ದಾರೆ. ಘಟನೆ ಕಂಡು ಸ್ಥಳೀಯರು ಅಚ್ಚರಿ ವ್ಯಕ್ತಪಡಿಸಿದ್ದಾರೆ. ಪೋಷಕರು ಹಾಗೂ ಕುಟುಂಬಸ್ಥರು ಸಂತಸಗೊಂಡಿದ್ದಾರೆ. ಮಗುವಿನ ಆರೋಗ್ಯದ ಮೇಲೆ ನಿಗಾ ಇಡಲಾಗಿದೆ ಎಂದು ಆಸ್ಪತ್ರೆ ಮೂಲಗಳು ತಿಳಿಸಿವೆ. <box>28 747 246 863</box>
akshara-photo <box>414 134 693 314</box>
